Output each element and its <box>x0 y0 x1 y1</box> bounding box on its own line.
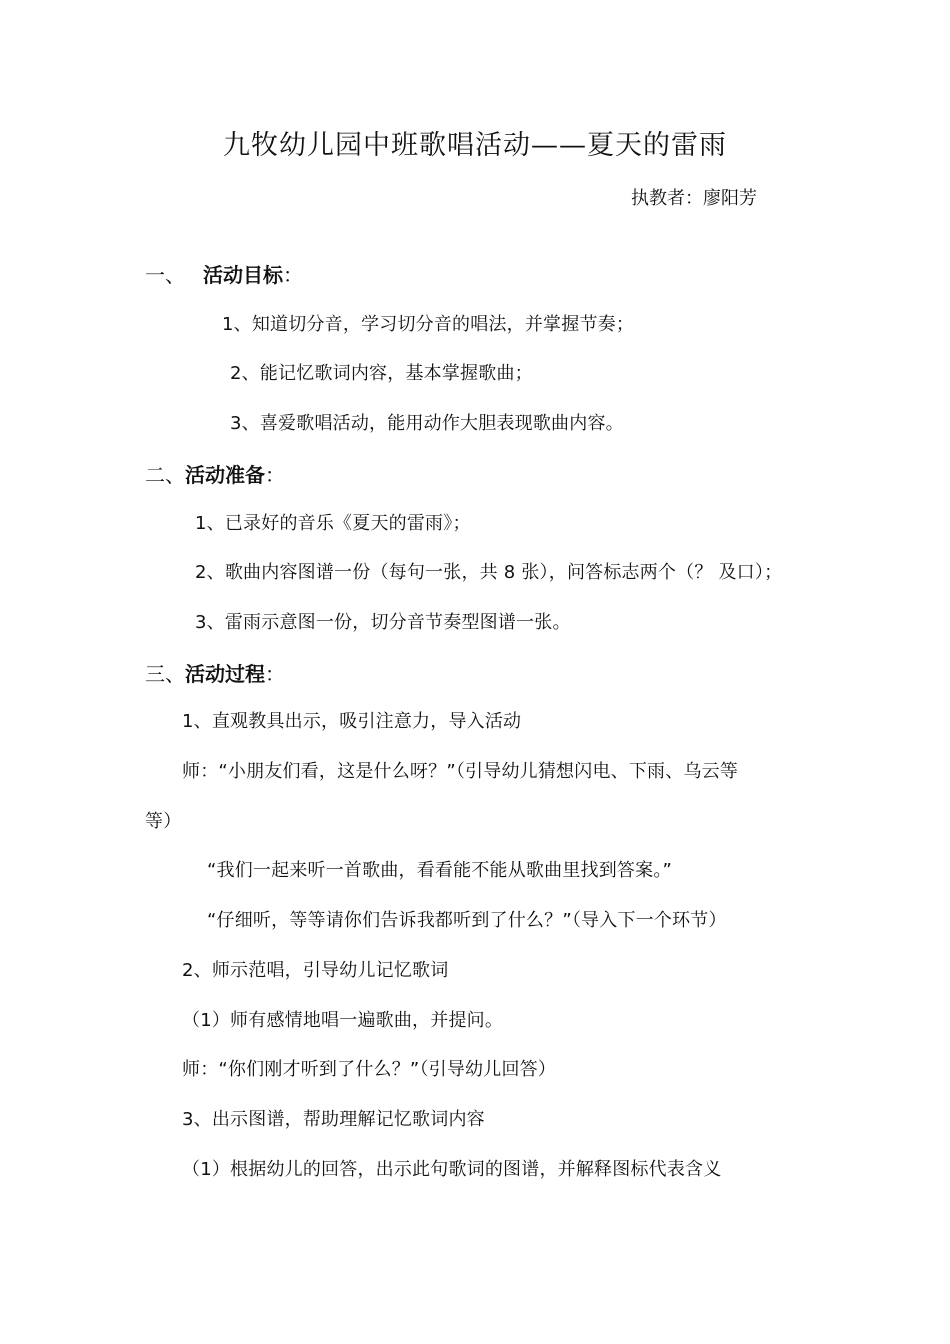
paragraph-line: “仔细听，等等请你们告诉我都听到了什么？”（导入下一个环节） <box>207 910 727 931</box>
list-item: 1、知道切分音，学习切分音的唱法，并掌握节奏； <box>222 314 635 335</box>
section-number: 三、 <box>145 662 185 686</box>
section-number: 一、 <box>145 263 185 287</box>
list-item: 3、喜爱歌唱活动，能用动作大胆表现歌曲内容。 <box>230 413 624 434</box>
paragraph-line: 师：“你们刚才听到了什么？”（引导幼儿回答） <box>182 1059 557 1080</box>
paragraph-line: 1、直观教具出示，吸引注意力，导入活动 <box>182 711 522 732</box>
list-item: 2、能记忆歌词内容，基本掌握歌曲； <box>230 363 533 384</box>
section-heading-preparation: 二、活动准备： <box>145 463 285 487</box>
paragraph-line: 等） <box>145 811 182 832</box>
paragraph-line: “我们一起来听一首歌曲，看看能不能从歌曲里找到答案。” <box>207 860 673 881</box>
document-title: 九牧幼儿园中班歌唱活动——夏天的雷雨 <box>223 130 727 161</box>
section-label: 活动目标 <box>203 263 283 287</box>
section-number: 二、 <box>145 463 185 487</box>
section-label: 活动过程 <box>185 662 265 686</box>
list-item: 1、已录好的音乐《夏天的雷雨》； <box>195 513 471 534</box>
paragraph-line: （1）根据幼儿的回答，出示此句歌词的图谱，并解释图标代表含义 <box>182 1159 722 1180</box>
section-heading-objectives: 一、 活动目标： <box>145 263 303 287</box>
paragraph-line: 3、出示图谱，帮助理解记忆歌词内容 <box>182 1109 485 1130</box>
section-heading-process: 三、活动过程： <box>145 662 285 686</box>
paragraph-line: 师：“小朋友们看，这是什么呀？”（引导幼儿猜想闪电、下雨、乌云等 <box>182 761 739 782</box>
list-item: 2、歌曲内容图谱一份（每句一张，共 8 张），问答标志两个（？ 及口）； <box>195 562 783 583</box>
list-item: 3、雷雨示意图一份，切分音节奏型图谱一张。 <box>195 612 571 633</box>
paragraph-line: 2、师示范唱，引导幼儿记忆歌词 <box>182 960 449 981</box>
author-line: 执教者：廖阳芳 <box>631 188 757 209</box>
section-label: 活动准备 <box>185 463 265 487</box>
paragraph-line: （1）师有感情地唱一遍歌曲，并提问。 <box>182 1010 504 1031</box>
